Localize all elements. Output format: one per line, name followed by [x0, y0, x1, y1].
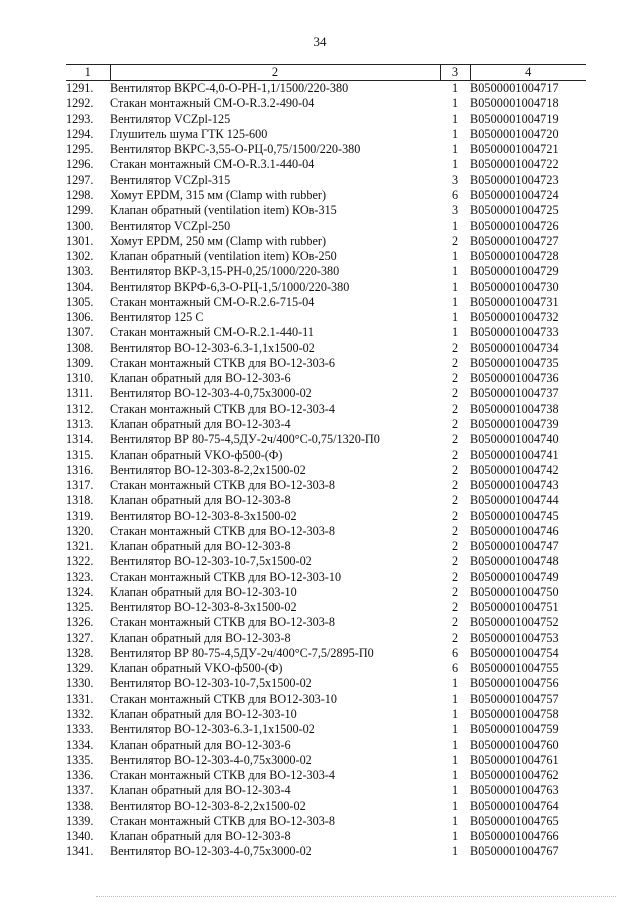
- item-code: B0500001004726: [470, 218, 559, 233]
- item-name: Вентилятор ВО-12-303-8-3х1500-02: [110, 508, 297, 523]
- item-code: B0500001004740: [470, 432, 559, 447]
- item-quantity: 2: [451, 630, 459, 645]
- item-name: Стакан монтажный СТКВ для ВО-12-303-4: [110, 768, 335, 783]
- header-col-1: 1: [66, 65, 110, 81]
- row-number: 1336.: [66, 768, 94, 783]
- table-row: [66, 508, 586, 523]
- item-name: Вентилятор ВКРС-4,0-О-РН-1,1/1500/220-380: [110, 81, 349, 96]
- table-row: [66, 325, 586, 340]
- item-name: Стакан монтажный CM-O-R.3.2-490-04: [110, 96, 315, 111]
- item-code: B0500001004749: [470, 569, 559, 584]
- item-code: B0500001004720: [470, 126, 559, 141]
- item-code: B0500001004767: [470, 844, 559, 859]
- item-name: Хомут EPDM, 250 мм (Clamp with rubber): [110, 233, 327, 248]
- table-row: [66, 432, 586, 447]
- item-name: Хомут EPDM, 315 мм (Clamp with rubber): [110, 187, 327, 202]
- item-quantity: 1: [451, 676, 459, 691]
- table-row: [66, 310, 586, 325]
- table-row: [66, 112, 586, 127]
- item-quantity: 2: [451, 569, 459, 584]
- item-name: Вентилятор ВО-12-303-8-3х1500-02: [110, 600, 297, 615]
- item-code: B0500001004722: [470, 157, 559, 172]
- table-row: [66, 539, 586, 554]
- table-row: [66, 524, 586, 539]
- item-name: Вентилятор ВР 80-75-4,5ДУ-2ч/400°С-7,5/2895-П0: [110, 645, 374, 660]
- table-row: [66, 127, 586, 142]
- row-number: 1309.: [66, 355, 94, 370]
- table-row: [66, 783, 586, 798]
- item-quantity: 6: [451, 645, 459, 660]
- table-row: [66, 203, 586, 218]
- item-code: B0500001004751: [470, 600, 559, 615]
- row-number: 1295.: [66, 142, 94, 157]
- row-number: 1297.: [66, 172, 94, 187]
- item-quantity: 1: [451, 157, 459, 172]
- item-code: B0500001004759: [470, 722, 559, 737]
- item-name: Вентилятор ВО-12-303-8-2,2х1500-02: [110, 462, 306, 477]
- item-quantity: 1: [451, 707, 459, 722]
- table-row: [66, 646, 586, 661]
- item-code: B0500001004725: [470, 203, 559, 218]
- item-quantity: 2: [451, 523, 459, 538]
- table-row: [66, 493, 586, 508]
- row-number: 1303.: [66, 264, 94, 279]
- item-code: B0500001004732: [470, 310, 559, 325]
- item-name: Клапан обратный для ВО-12-303-10: [110, 707, 297, 722]
- table-row: [66, 402, 586, 417]
- item-name: Вентилятор ВО-12-303-6.3-1,1х1500-02: [110, 722, 315, 737]
- item-code: B0500001004736: [470, 371, 559, 386]
- table-row: [66, 417, 586, 432]
- item-name: Клапан обратный для ВО-12-303-6: [110, 371, 291, 386]
- item-quantity: 2: [451, 371, 459, 386]
- item-name: Стакан монтажный СТКВ для ВО-12-303-8: [110, 523, 335, 538]
- item-code: B0500001004762: [470, 768, 559, 783]
- item-quantity: 2: [451, 447, 459, 462]
- row-number: 1311.: [66, 386, 93, 401]
- table-row: [66, 707, 586, 722]
- item-name: Вентилятор VCZpl-125: [110, 111, 231, 126]
- item-code: B0500001004717: [470, 81, 559, 96]
- item-name: Вентилятор VCZpl-250: [110, 218, 231, 233]
- table-row: [66, 631, 586, 646]
- item-quantity: 1: [451, 218, 459, 233]
- item-code: B0500001004728: [470, 249, 559, 264]
- table-row: [66, 447, 586, 462]
- table-row: [66, 737, 586, 752]
- row-number: 1322.: [66, 554, 94, 569]
- row-number: 1315.: [66, 447, 94, 462]
- item-name: Клапан обратный для ВО-12-303-4: [110, 416, 291, 431]
- row-number: 1298.: [66, 187, 94, 202]
- row-number: 1321.: [66, 539, 94, 554]
- inventory-table: [66, 64, 586, 860]
- item-code: B0500001004758: [470, 707, 559, 722]
- item-code: B0500001004760: [470, 737, 559, 752]
- row-number: 1294.: [66, 126, 94, 141]
- item-quantity: 1: [451, 768, 459, 783]
- row-number: 1319.: [66, 508, 94, 523]
- row-number: 1296.: [66, 157, 94, 172]
- item-name: Вентилятор ВО-12-303-8-2,2х1500-02: [110, 798, 306, 813]
- item-quantity: 6: [451, 661, 459, 676]
- row-number: 1327.: [66, 630, 94, 645]
- row-number: 1312.: [66, 401, 94, 416]
- item-code: B0500001004765: [470, 813, 559, 828]
- row-number: 1300.: [66, 218, 94, 233]
- table-row: [66, 386, 586, 401]
- item-quantity: 2: [451, 554, 459, 569]
- item-quantity: 1: [451, 783, 459, 798]
- table-row: [66, 798, 586, 813]
- item-code: B0500001004718: [470, 96, 559, 111]
- item-quantity: 2: [451, 539, 459, 554]
- table-row: [66, 692, 586, 707]
- item-name: Глушитель шума ГТК 125-600: [110, 126, 268, 141]
- row-number: 1332.: [66, 707, 94, 722]
- row-number: 1324.: [66, 584, 94, 599]
- item-quantity: 1: [451, 798, 459, 813]
- item-quantity: 1: [451, 691, 459, 706]
- item-code: B0500001004730: [470, 279, 559, 294]
- item-code: B0500001004756: [470, 676, 559, 691]
- row-number: 1335.: [66, 752, 94, 767]
- table-row: [66, 173, 586, 188]
- table-row: [66, 188, 586, 203]
- item-quantity: 2: [451, 401, 459, 416]
- item-code: B0500001004763: [470, 783, 559, 798]
- item-code: B0500001004744: [470, 493, 559, 508]
- row-number: 1341.: [66, 844, 94, 859]
- table-row: [66, 264, 586, 279]
- item-quantity: 2: [451, 584, 459, 599]
- item-quantity: 1: [451, 249, 459, 264]
- item-quantity: 1: [451, 844, 459, 859]
- item-quantity: 1: [451, 310, 459, 325]
- item-name: Стакан монтажный СТКВ для ВО-12-303-8: [110, 615, 335, 630]
- page-number: 34: [313, 34, 327, 49]
- item-quantity: 1: [451, 264, 459, 279]
- item-quantity: 1: [451, 126, 459, 141]
- item-quantity: 3: [451, 203, 459, 218]
- item-quantity: 1: [451, 279, 459, 294]
- table-row: [66, 356, 586, 371]
- item-code: B0500001004754: [470, 645, 559, 660]
- item-name: Клапан обратный для ВО-12-303-8: [110, 829, 291, 844]
- item-name: Клапан обратный (ventilation item) КОв-250: [110, 249, 337, 264]
- item-quantity: 1: [451, 325, 459, 340]
- item-code: B0500001004723: [470, 172, 559, 187]
- row-number: 1314.: [66, 432, 94, 447]
- item-quantity: 1: [451, 294, 459, 309]
- item-quantity: 1: [451, 111, 459, 126]
- item-code: B0500001004731: [470, 294, 559, 309]
- item-quantity: 3: [451, 172, 459, 187]
- item-name: Клапан обратный для ВО-12-303-10: [110, 584, 297, 599]
- row-number: 1292.: [66, 96, 94, 111]
- row-number: 1307.: [66, 325, 94, 340]
- item-code: B0500001004755: [470, 661, 559, 676]
- item-code: B0500001004719: [470, 111, 559, 126]
- item-quantity: 1: [451, 829, 459, 844]
- item-name: Вентилятор ВО-12-303-10-7,5х1500-02: [110, 676, 312, 691]
- row-number: 1304.: [66, 279, 94, 294]
- item-code: B0500001004739: [470, 416, 559, 431]
- item-quantity: 2: [451, 416, 459, 431]
- item-name: Вентилятор ВКР-3,15-РН-0,25/1000/220-380: [110, 264, 340, 279]
- item-quantity: 1: [451, 813, 459, 828]
- item-code: B0500001004750: [470, 584, 559, 599]
- item-name: Клапан обратный VKO-ф500-(Ф): [110, 447, 283, 462]
- item-quantity: 2: [451, 508, 459, 523]
- item-code: B0500001004727: [470, 233, 559, 248]
- item-quantity: 2: [451, 615, 459, 630]
- table-row: [66, 570, 586, 585]
- header-col-2: 2: [110, 65, 440, 81]
- table-row: [66, 676, 586, 691]
- table-row: [66, 218, 586, 233]
- item-name: Вентилятор ВО-12-303-4-0,75х3000-02: [110, 844, 312, 859]
- header-col-4: 4: [470, 65, 586, 81]
- table-row: [66, 157, 586, 172]
- item-code: B0500001004741: [470, 447, 559, 462]
- item-code: B0500001004729: [470, 264, 559, 279]
- row-number: 1320.: [66, 523, 94, 538]
- item-name: Вентилятор VCZpl-315: [110, 172, 231, 187]
- item-quantity: 1: [451, 722, 459, 737]
- item-code: B0500001004747: [470, 539, 559, 554]
- item-name: Стакан монтажный СТКВ для ВО-12-303-8: [110, 478, 335, 493]
- table-row: [66, 753, 586, 768]
- table-row: [66, 234, 586, 249]
- item-code: B0500001004737: [470, 386, 559, 401]
- table-row: [66, 600, 586, 615]
- row-number: 1302.: [66, 249, 94, 264]
- item-code: B0500001004764: [470, 798, 559, 813]
- row-number: 1291.: [66, 81, 94, 96]
- table-row: [66, 768, 586, 783]
- item-name: Стакан монтажный CM-O-R.2.6-715-04: [110, 294, 315, 309]
- row-number: 1340.: [66, 829, 94, 844]
- item-name: Вентилятор ВР 80-75-4,5ДУ-2ч/400°С-0,75/1320-П0: [110, 432, 380, 447]
- row-number: 1325.: [66, 600, 94, 615]
- item-code: B0500001004742: [470, 462, 559, 477]
- item-name: Вентилятор ВО-12-303-4-0,75х3000-02: [110, 386, 312, 401]
- item-name: Вентилятор ВКРС-3,55-О-РЦ-0,75/1500/220-380: [110, 142, 361, 157]
- row-number: 1308.: [66, 340, 94, 355]
- item-code: B0500001004753: [470, 630, 559, 645]
- row-number: 1310.: [66, 371, 94, 386]
- item-name: Стакан монтажный СТКВ для ВО12-303-10: [110, 691, 337, 706]
- item-code: B0500001004761: [470, 752, 559, 767]
- item-name: Стакан монтажный СТКВ для ВО-12-303-10: [110, 569, 342, 584]
- table-row: [66, 295, 586, 310]
- item-quantity: 1: [451, 737, 459, 752]
- item-name: Вентилятор ВКРФ-6,3-О-РЦ-1,5/1000/220-380: [110, 279, 350, 294]
- table-body: [66, 81, 586, 860]
- row-number: 1306.: [66, 310, 94, 325]
- item-code: B0500001004743: [470, 478, 559, 493]
- row-number: 1326.: [66, 615, 94, 630]
- item-quantity: 2: [451, 233, 459, 248]
- item-code: B0500001004746: [470, 523, 559, 538]
- item-quantity: 2: [451, 600, 459, 615]
- item-name: Клапан обратный для ВО-12-303-8: [110, 630, 291, 645]
- row-number: 1330.: [66, 676, 94, 691]
- table-row: [66, 341, 586, 356]
- item-code: B0500001004735: [470, 355, 559, 370]
- item-quantity: 2: [451, 432, 459, 447]
- item-name: Клапан обратный для ВО-12-303-6: [110, 737, 291, 752]
- item-quantity: 2: [451, 386, 459, 401]
- item-name: Клапан обратный VKO-ф500-(Ф): [110, 661, 283, 676]
- item-name: Стакан монтажный CM-O-R.3.1-440-04: [110, 157, 315, 172]
- item-name: Вентилятор ВО-12-303-6.3-1,1х1500-02: [110, 340, 315, 355]
- table-row: [66, 814, 586, 829]
- item-quantity: 2: [451, 478, 459, 493]
- row-number: 1305.: [66, 294, 94, 309]
- item-code: B0500001004752: [470, 615, 559, 630]
- table-row: [66, 615, 586, 630]
- table-row: [66, 661, 586, 676]
- table-row: [66, 722, 586, 737]
- item-code: B0500001004734: [470, 340, 559, 355]
- row-number: 1313.: [66, 416, 94, 431]
- table-row: [66, 478, 586, 493]
- item-name: Стакан монтажный CM-O-R.2.1-440-11: [110, 325, 314, 340]
- item-quantity: 1: [451, 81, 459, 96]
- table-row: [66, 554, 586, 569]
- table-row: [66, 463, 586, 478]
- item-quantity: 2: [451, 340, 459, 355]
- row-number: 1323.: [66, 569, 94, 584]
- item-name: Вентилятор ВО-12-303-10-7,5х1500-02: [110, 554, 312, 569]
- header-row: [66, 65, 586, 81]
- row-number: 1339.: [66, 813, 94, 828]
- row-number: 1317.: [66, 478, 94, 493]
- item-quantity: 2: [451, 493, 459, 508]
- row-number: 1337.: [66, 783, 94, 798]
- item-code: B0500001004745: [470, 508, 559, 523]
- table-row: [66, 142, 586, 157]
- row-number: 1334.: [66, 737, 94, 752]
- bottom-divider: [96, 896, 616, 897]
- row-number: 1299.: [66, 203, 94, 218]
- table-row: [66, 844, 586, 859]
- table-row: [66, 829, 586, 844]
- item-quantity: 2: [451, 355, 459, 370]
- row-number: 1301.: [66, 233, 94, 248]
- item-name: Стакан монтажный СТКВ для ВО-12-303-4: [110, 401, 335, 416]
- row-number: 1333.: [66, 722, 94, 737]
- header-col-3: 3: [440, 65, 470, 81]
- item-code: B0500001004766: [470, 829, 559, 844]
- item-code: B0500001004748: [470, 554, 559, 569]
- item-quantity: 6: [451, 187, 459, 202]
- item-name: Клапан обратный для ВО-12-303-8: [110, 539, 291, 554]
- row-number: 1338.: [66, 798, 94, 813]
- item-name: Вентилятор 125 С: [110, 310, 204, 325]
- item-code: B0500001004733: [470, 325, 559, 340]
- table-row: [66, 279, 586, 294]
- item-name: Вентилятор ВО-12-303-4-0,75х3000-02: [110, 752, 312, 767]
- row-number: 1328.: [66, 645, 94, 660]
- item-code: B0500001004738: [470, 401, 559, 416]
- table-row: [66, 96, 586, 111]
- row-number: 1331.: [66, 691, 94, 706]
- row-number: 1293.: [66, 111, 94, 126]
- table-row: [66, 371, 586, 386]
- item-name: Клапан обратный для ВО-12-303-4: [110, 783, 291, 798]
- table-header: [66, 65, 586, 81]
- table-row: [66, 81, 586, 97]
- row-number: 1329.: [66, 661, 94, 676]
- item-name: Стакан монтажный СТКВ для ВО-12-303-8: [110, 813, 335, 828]
- item-name: Стакан монтажный СТКВ для ВО-12-303-6: [110, 355, 335, 370]
- item-name: Клапан обратный (ventilation item) КОв-315: [110, 203, 337, 218]
- table-row: [66, 585, 586, 600]
- table-row: [66, 249, 586, 264]
- item-quantity: 1: [451, 96, 459, 111]
- item-code: B0500001004724: [470, 187, 559, 202]
- item-name: Клапан обратный для ВО-12-303-8: [110, 493, 291, 508]
- item-quantity: 2: [451, 462, 459, 477]
- row-number: 1318.: [66, 493, 94, 508]
- item-quantity: 1: [451, 752, 459, 767]
- item-code: B0500001004721: [470, 142, 559, 157]
- item-code: B0500001004757: [470, 691, 559, 706]
- row-number: 1316.: [66, 462, 94, 477]
- item-quantity: 1: [451, 142, 459, 157]
